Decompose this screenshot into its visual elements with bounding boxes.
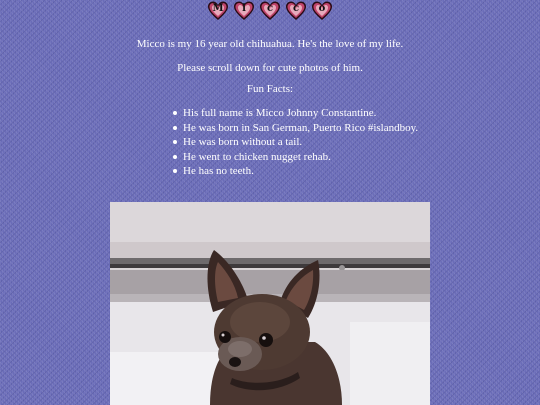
title-hearts	[0, 0, 540, 26]
heart-letter: M	[212, 3, 224, 14]
list-item: He has no teeth.	[183, 164, 418, 179]
intro-text: Micco is my 16 year old chihuahua. He's the love of my life.	[136, 38, 404, 50]
heart-letter-c2	[285, 0, 307, 22]
dog-image	[110, 202, 430, 405]
heart-letter-c1	[259, 0, 281, 22]
list-item: He was born in San German, Puerto Rico #islandboy.	[183, 121, 419, 134]
list-item: His full name is Micco Johnny Constantine.	[183, 106, 418, 121]
fun-facts-list	[183, 106, 418, 179]
heart-letter-o	[311, 0, 333, 22]
list-item: He went to chicken nugget rehab.	[183, 150, 418, 165]
heart-letter: o	[318, 3, 326, 14]
fun-facts-heading: Fun Facts:	[246, 83, 294, 95]
chihuahua-photo	[110, 202, 430, 405]
list-item: He was born without a tail.	[183, 135, 418, 150]
heart-letter: c	[266, 3, 274, 14]
heart-letter: i	[242, 3, 246, 14]
heart-letter: c	[292, 3, 300, 14]
heart-letter-i	[233, 0, 255, 22]
heart-letter-m	[207, 0, 229, 22]
scroll-hint: Please scroll down for cute photos of him.	[177, 62, 363, 74]
